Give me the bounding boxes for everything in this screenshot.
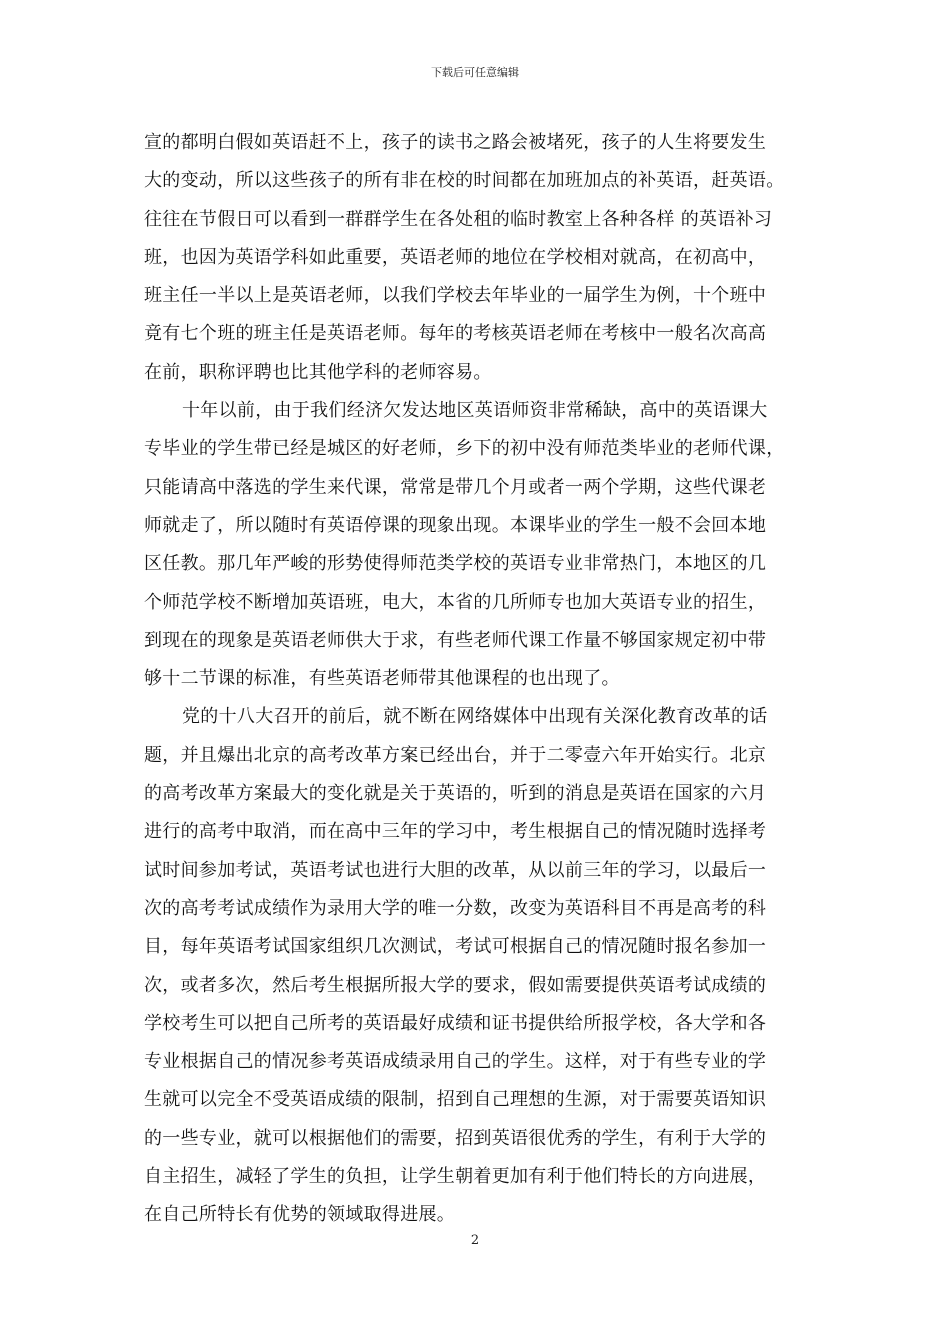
body-line: 够十二节课的标准，有些英语老师带其他课程的也出现了。: [144, 668, 620, 690]
body-line: 只能请高中落选的学生来代课，常常是带几个月或者一两个学期，这些代课老: [144, 476, 767, 498]
body-line: 区任教。那几年严峻的形势使得师范类学校的英语专业非常热门，本地区的几: [144, 553, 767, 575]
body-line: 次，或者多次，然后考生根据所报大学的要求，假如需要提供英语考试成绩的: [144, 974, 767, 996]
body-line: 次的高考考试成绩作为录用大学的唯一分数，改变为英语科目不再是高考的科: [144, 897, 767, 919]
body-line: 进行的高考中取消，而在高中三年的学习中，考生根据自己的情况随时选择考: [144, 821, 767, 843]
body-line: 学校考生可以把自己所考的英语最好成绩和证书提供给所报学校，各大学和各: [144, 1012, 767, 1034]
body-line: 竟有七个班的班主任是英语老师。每年的考核英语老师在考核中一般名次高高: [144, 323, 767, 345]
body-line: 师就走了，所以随时有英语停课的现象出现。本课毕业的学生一般不会回本地: [144, 514, 767, 536]
paragraph-first-line: 党的十八大召开的前后，就不断在网络媒体中出现有关深化教育改革的话: [182, 706, 768, 728]
body-line: 往往在节假日可以看到一群群学生在各处租的临时教室上各种各样 的英语补习: [144, 208, 773, 230]
page-number: 2: [470, 1233, 480, 1248]
body-line: 班主任一半以上是英语老师，以我们学校去年毕业的一届学生为例，十个班中: [144, 285, 767, 307]
paragraph-first-line: 十年以前，由于我们经济欠发达地区英语师资非常稀缺，高中的英语课大: [182, 400, 768, 422]
body-line: 个师范学校不断增加英语班，电大，本省的几所师专也加大英语专业的招生，: [144, 591, 767, 613]
body-line: 到现在的现象是英语老师供大于求，有些老师代课工作量不够国家规定初中带: [144, 629, 767, 651]
body-line: 专毕业的学生带已经是城区的好老师，乡下的初中没有师范类毕业的老师代课，: [144, 438, 785, 460]
body-line: 大的变动，所以这些孩子的所有非在校的时间都在加班加点的补英语，赶英语。: [144, 170, 785, 192]
body-line: 试时间参加考试，英语考试也进行大胆的改革，从以前三年的学习，以最后一: [144, 859, 767, 881]
page-header: 下载后可任意编辑: [431, 66, 519, 79]
body-line: 班，也因为英语学科如此重要，英语老师的地位在学校相对就高，在初高中，: [144, 246, 767, 268]
body-line: 专业根据自己的情况参考英语成绩录用自己的学生。这样，对于有些专业的学: [144, 1051, 767, 1073]
body-line: 在自己所特长有优势的领域取得进展。: [144, 1204, 456, 1226]
body-line: 宣的都明白假如英语赶不上，孩子的读书之路会被堵死，孩子的人生将要发生: [144, 132, 767, 153]
document-body: [144, 124, 809, 1235]
body-line: 在前，职称评聘也比其他学科的老师容易。: [144, 361, 492, 383]
body-line: 题，并且爆出北京的高考改革方案已经出台，并于二零壹六年开始实行。北京: [144, 744, 767, 766]
body-line: 目，每年英语考试国家组织几次测试，考试可根据自己的情况随时报名参加一: [144, 936, 767, 958]
body-line: 的高考改革方案最大的变化就是关于英语的，听到的消息是英语在国家的六月: [144, 783, 767, 805]
body-line: 生就可以完全不受英语成绩的限制，招到自己理想的生源，对于需要英语知识: [144, 1089, 767, 1111]
body-line: 的一些专业，就可以根据他们的需要，招到英语很优秀的学生，有利于大学的: [144, 1127, 767, 1149]
body-line: 自主招生，减轻了学生的负担，让学生朝着更加有利于他们特长的方向进展，: [144, 1166, 767, 1188]
